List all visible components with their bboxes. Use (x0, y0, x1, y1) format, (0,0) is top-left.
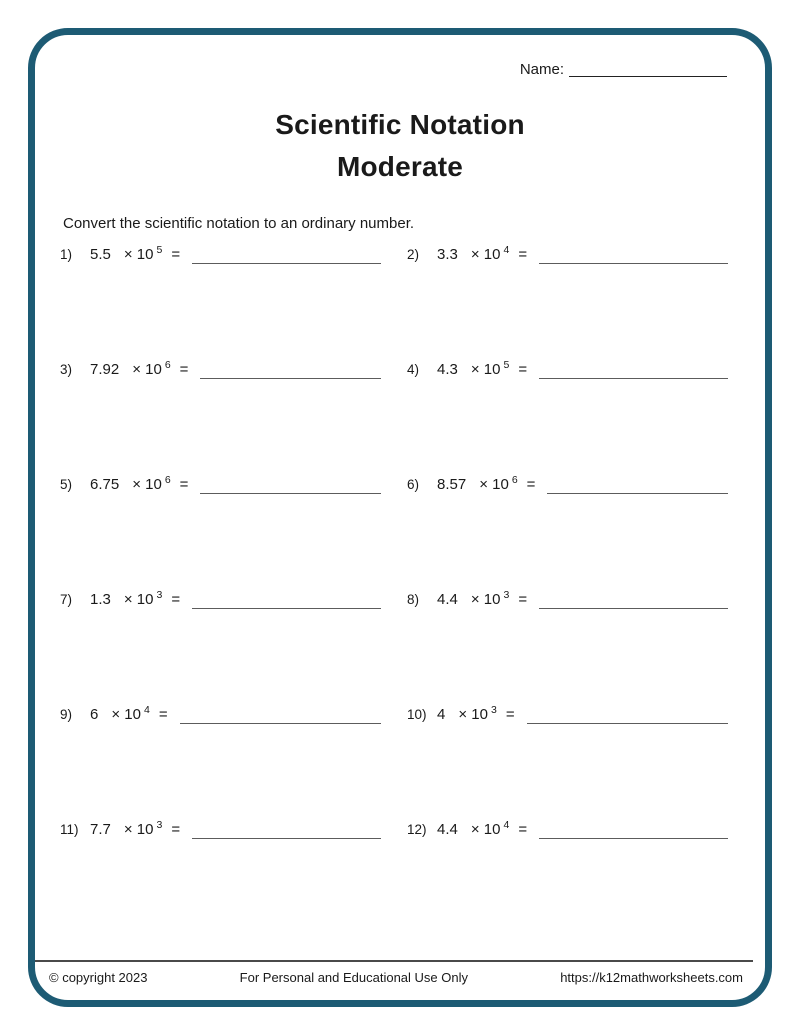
coefficient: 4.3 (437, 361, 458, 378)
problem-number: 10) (407, 707, 427, 722)
exponent: 4 (143, 704, 150, 716)
copyright-text: © copyright 2023 (49, 970, 148, 985)
exponent: 3 (156, 589, 163, 601)
equals-sign: = (179, 361, 189, 378)
problem-number: 2) (407, 247, 420, 262)
answer-blank-line[interactable] (192, 263, 381, 264)
multiplier: × 10 (123, 246, 154, 263)
equals-sign: = (171, 821, 181, 838)
answer-blank-line[interactable] (539, 838, 728, 839)
coefficient: 5.5 (90, 246, 111, 263)
multiplier: × 10 (132, 476, 162, 493)
name-row (520, 61, 727, 78)
coefficient: 6.75 (90, 476, 120, 493)
answer-blank-line[interactable] (539, 378, 728, 379)
multiplier: × 10 (470, 821, 501, 838)
equals-sign: = (526, 476, 536, 493)
problem-row-3 (60, 361, 381, 378)
title-line-1: Scientific Notation (275, 109, 525, 140)
equals-sign: = (505, 706, 515, 723)
exponent: 3 (503, 589, 510, 601)
answer-blank-line[interactable] (527, 723, 728, 724)
multiplier: × 10 (111, 706, 141, 723)
problem-row-1 (60, 246, 381, 263)
website-link[interactable]: https://k12mathworksheets.com (560, 970, 743, 985)
problem-number: 12) (407, 822, 427, 837)
page-title (0, 104, 800, 188)
exponent: 6 (164, 474, 171, 486)
exponent: 3 (490, 704, 497, 716)
problem-number: 7) (60, 592, 73, 607)
multiplier: × 10 (132, 361, 162, 378)
name-label: Name: (519, 61, 564, 78)
problem-number: 11) (60, 822, 79, 837)
problem-number: 9) (60, 707, 73, 722)
problem-number: 3) (60, 362, 73, 377)
instruction-text: Convert the scientific notation to an ordinary number. (63, 215, 415, 232)
problem-row-8 (407, 591, 728, 608)
equals-sign: = (518, 361, 528, 378)
answer-blank-line[interactable] (192, 608, 381, 609)
problem-number: 8) (407, 592, 420, 607)
equals-sign: = (518, 591, 528, 608)
problem-row-2 (407, 246, 728, 263)
problem-number: 5) (60, 477, 73, 492)
multiplier: × 10 (123, 821, 154, 838)
coefficient: 3.3 (437, 246, 458, 263)
answer-blank-line[interactable] (200, 493, 381, 494)
coefficient: 7.92 (90, 361, 120, 378)
equals-sign: = (518, 821, 528, 838)
exponent: 6 (164, 359, 171, 371)
problem-number: 1) (60, 247, 73, 262)
usage-text: For Personal and Educational Use Only (239, 970, 469, 985)
exponent: 4 (503, 819, 510, 831)
exponent: 5 (156, 244, 163, 256)
answer-blank-line[interactable] (539, 263, 728, 264)
problem-row-7 (60, 591, 381, 608)
problem-row-9 (60, 706, 381, 723)
multiplier: × 10 (470, 361, 501, 378)
answer-blank-line[interactable] (192, 838, 381, 839)
coefficient: 4.4 (437, 821, 458, 838)
problem-row-5 (60, 476, 381, 493)
problem-row-12 (407, 821, 728, 838)
problem-row-11 (60, 821, 381, 838)
page-footer (35, 960, 753, 985)
equals-sign: = (179, 476, 189, 493)
multiplier: × 10 (470, 246, 501, 263)
problem-row-4 (407, 361, 728, 378)
answer-blank-line[interactable] (539, 608, 728, 609)
problems-grid (60, 246, 728, 936)
answer-blank-line[interactable] (200, 378, 381, 379)
multiplier: × 10 (479, 476, 509, 493)
problem-number: 6) (407, 477, 420, 492)
coefficient: 4.4 (437, 591, 458, 608)
exponent: 3 (156, 819, 163, 831)
equals-sign: = (518, 246, 528, 263)
answer-blank-line[interactable] (180, 723, 381, 724)
problem-row-10 (407, 706, 728, 723)
name-input-line[interactable] (569, 76, 727, 77)
problem-number: 4) (407, 362, 420, 377)
coefficient: 1.3 (90, 591, 111, 608)
answer-blank-line[interactable] (547, 493, 728, 494)
multiplier: × 10 (458, 706, 488, 723)
exponent: 4 (503, 244, 510, 256)
exponent: 5 (503, 359, 510, 371)
problem-row-6 (407, 476, 728, 493)
equals-sign: = (158, 706, 168, 723)
coefficient: 6 (90, 706, 99, 723)
coefficient: 7.7 (90, 821, 111, 838)
multiplier: × 10 (470, 591, 501, 608)
equals-sign: = (171, 246, 181, 263)
multiplier: × 10 (123, 591, 154, 608)
equals-sign: = (171, 591, 181, 608)
exponent: 6 (511, 474, 518, 486)
coefficient: 4 (437, 706, 446, 723)
title-line-2: Moderate (336, 151, 464, 182)
coefficient: 8.57 (437, 476, 467, 493)
